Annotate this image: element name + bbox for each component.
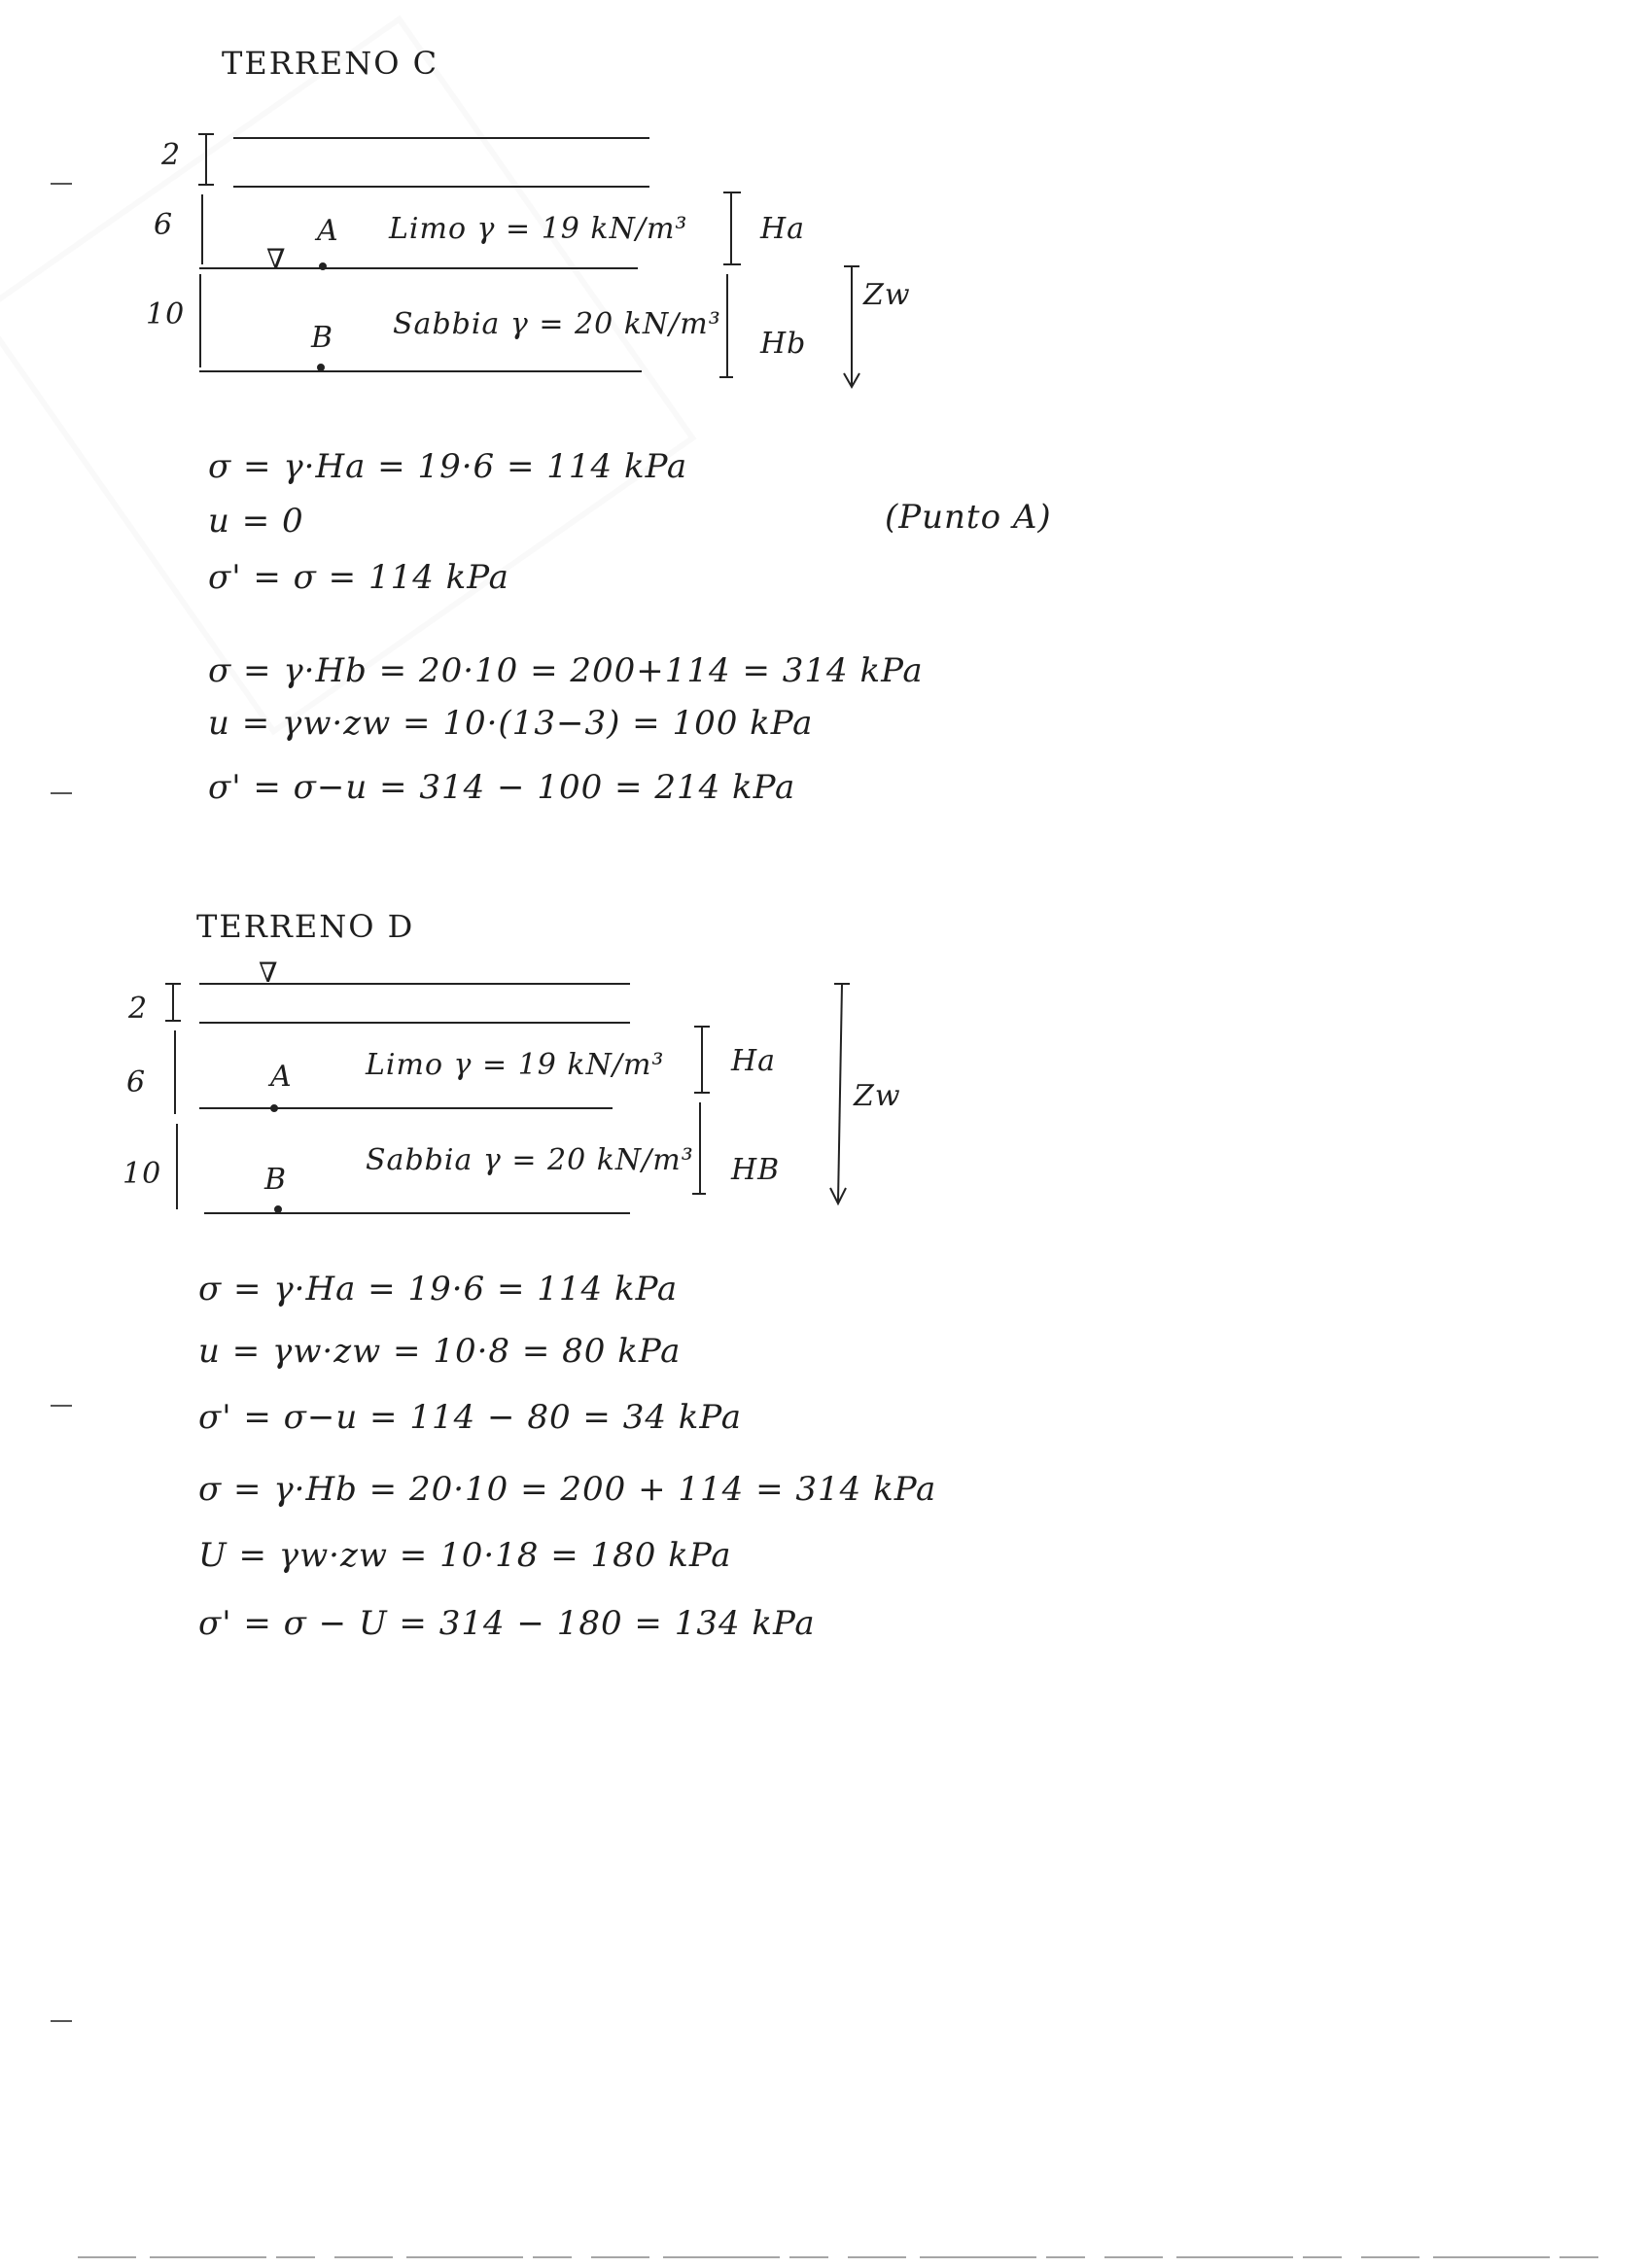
calc-d-b-line-1: σ = γ·Hb = 20·10 = 200 + 114 = 314 kPa — [198, 1470, 937, 1509]
zw-label-d: Zw — [854, 1079, 901, 1113]
section-d-title: TERRENO D — [196, 908, 415, 945]
hb-label-c: Hb — [760, 327, 807, 361]
layer-a-description-c: Limo γ = 19 kN/m³ — [389, 212, 688, 246]
ha-label-d: Ha — [731, 1044, 777, 1078]
calc-c-b-line-1: σ = γ·Hb = 20·10 = 200+114 = 314 kPa — [208, 651, 924, 690]
calc-c-a-line-1: σ = γ·Ha = 19·6 = 114 kPa — [208, 447, 688, 486]
water-table-symbol-c: ∇ — [266, 243, 287, 275]
depth-label-d-1: 2 — [128, 992, 149, 1026]
calc-c-a-line-2: u = 0 — [208, 502, 304, 541]
point-b-label-c: B — [311, 321, 334, 355]
point-b-label-d: B — [264, 1163, 288, 1197]
layer-b-description-d: Sabbia γ = 20 kN/m³ — [366, 1143, 694, 1177]
ha-label-c: Ha — [760, 212, 806, 246]
calc-c-a-line-3: σ' = σ = 114 kPa — [208, 558, 509, 597]
layer-a-description-d: Limo γ = 19 kN/m³ — [366, 1048, 665, 1082]
point-a-label-c: A — [317, 214, 339, 248]
calc-c-b-line-2: u = γw·zw = 10·(13−3) = 100 kPa — [208, 704, 814, 743]
depth-label-c-1: 2 — [161, 138, 182, 172]
calc-d-b-line-3: σ' = σ − U = 314 − 180 = 134 kPa — [198, 1604, 816, 1643]
section-c-title: TERRENO C — [222, 45, 439, 82]
point-a-label-d: A — [270, 1060, 293, 1094]
point-note-c: (Punto A) — [885, 498, 1052, 537]
calc-c-b-line-3: σ' = σ−u = 314 − 100 = 214 kPa — [208, 768, 796, 807]
depth-label-d-3: 10 — [123, 1157, 162, 1191]
depth-label-d-2: 6 — [126, 1065, 147, 1099]
calc-d-b-line-2: U = γw·zw = 10·18 = 180 kPa — [198, 1536, 732, 1575]
depth-label-c-3: 10 — [146, 297, 186, 331]
layer-b-description-c: Sabbia γ = 20 kN/m³ — [393, 307, 721, 341]
calc-d-a-line-2: u = γw·zw = 10·8 = 80 kPa — [198, 1332, 682, 1371]
depth-label-c-2: 6 — [154, 208, 174, 242]
calc-d-a-line-1: σ = γ·Ha = 19·6 = 114 kPa — [198, 1270, 679, 1308]
water-table-symbol-d: ∇ — [259, 957, 279, 989]
hb-label-d: HB — [731, 1153, 781, 1187]
calc-d-a-line-3: σ' = σ−u = 114 − 80 = 34 kPa — [198, 1398, 743, 1437]
zw-label-c: Zw — [863, 278, 911, 312]
